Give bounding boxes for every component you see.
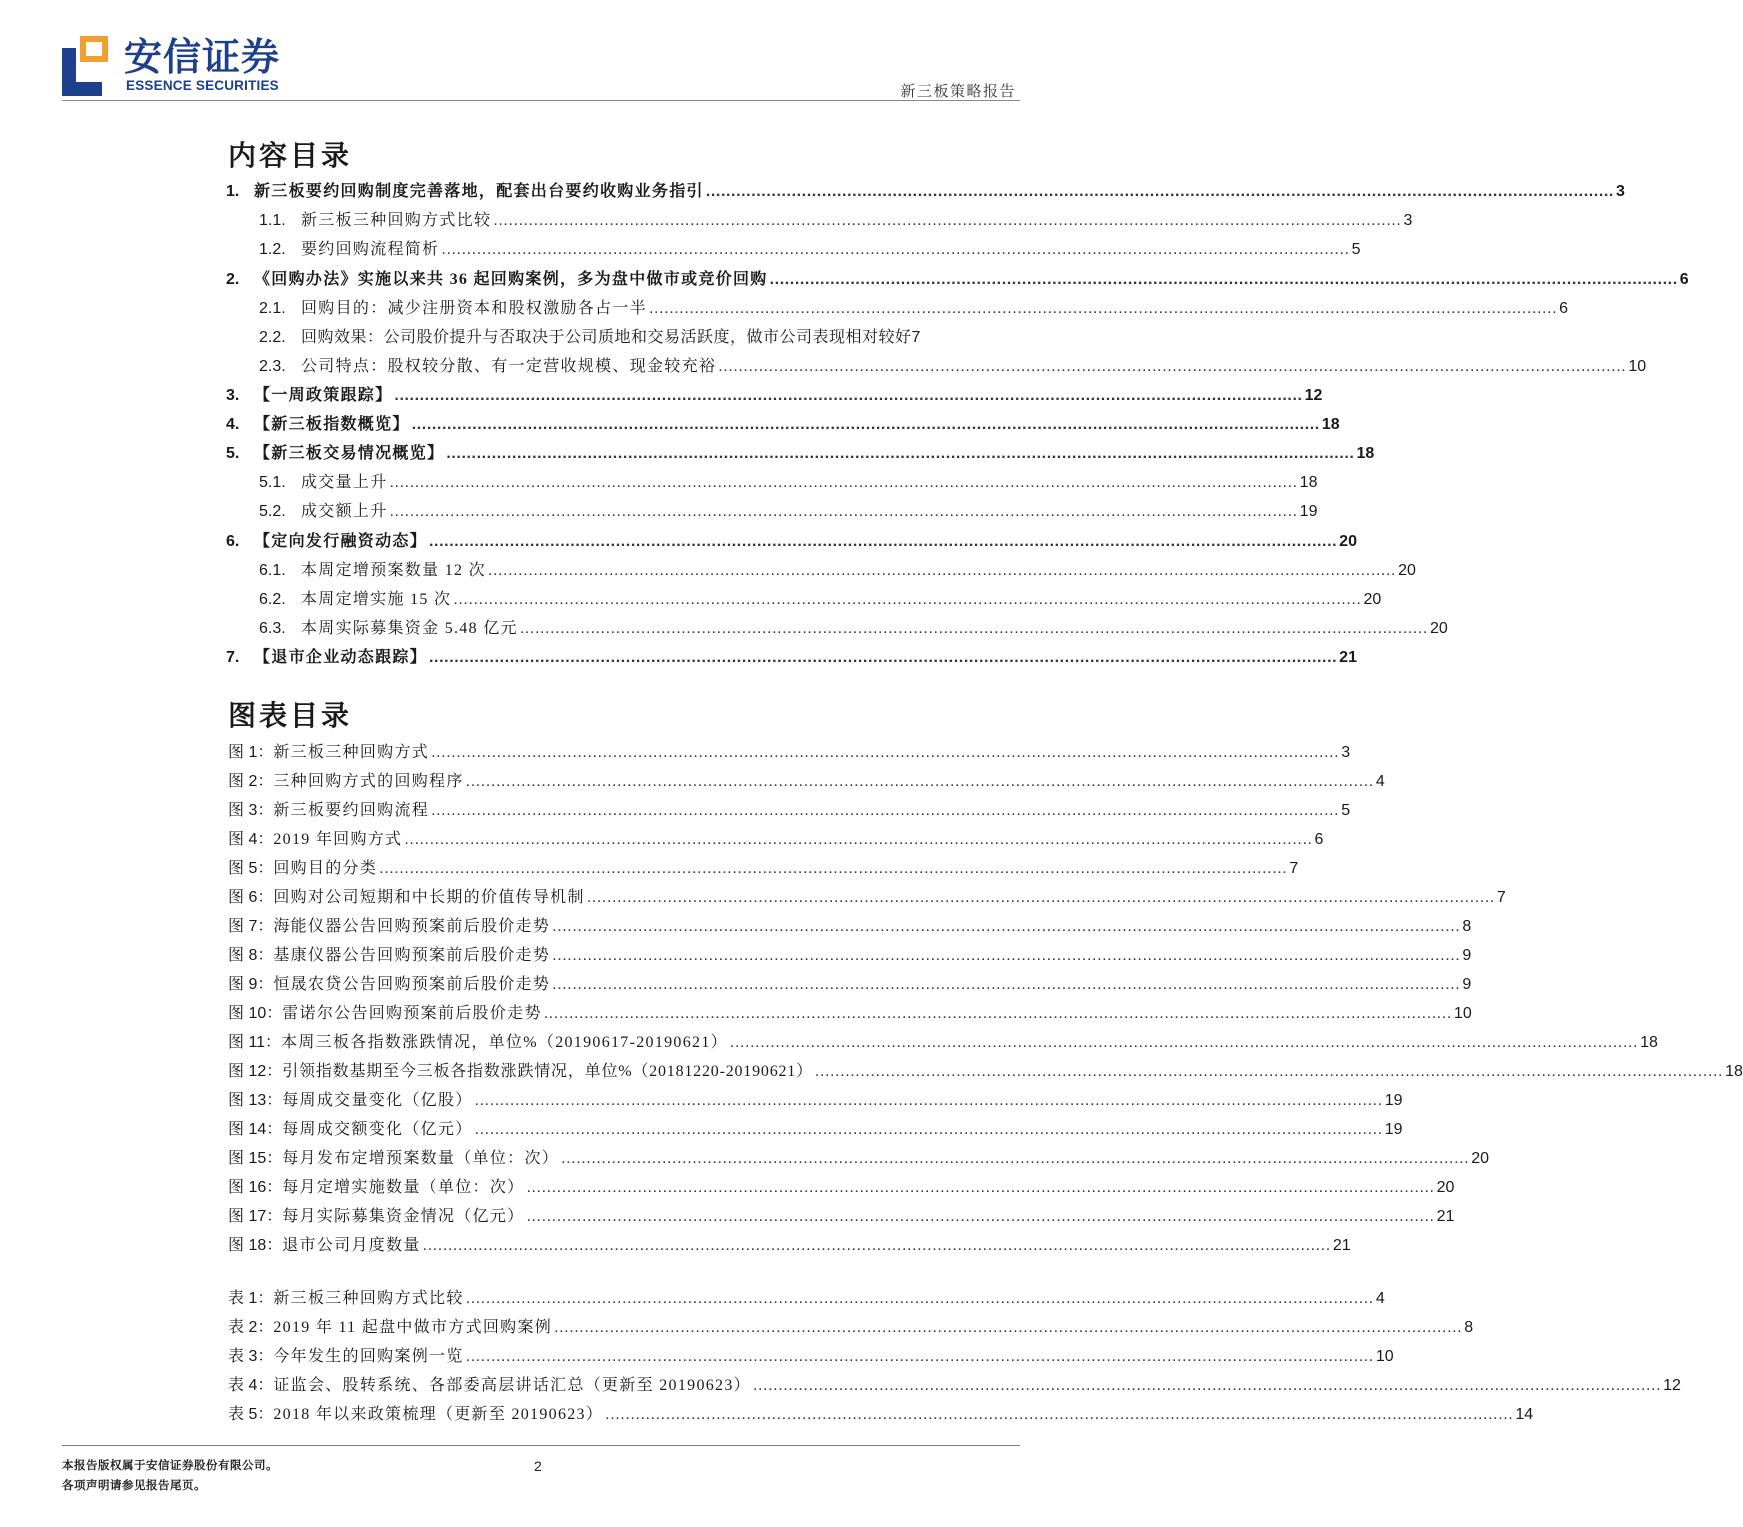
figure-text: 海能仪器公告回购预案前后股价走势 bbox=[273, 918, 551, 935]
figure-text: 雷诺尔公告回购预案前后股价走势 bbox=[282, 1005, 542, 1022]
page-header bbox=[0, 0, 1080, 106]
toc-entry-text: 【定向发行融资动态】 bbox=[254, 533, 428, 550]
toc-entry-page: 6 bbox=[1559, 300, 1569, 317]
figure-label: 图 15： bbox=[228, 1150, 283, 1167]
dot-leader: .................................................................................................................................................................................... bbox=[552, 918, 1461, 935]
header-divider bbox=[62, 100, 1020, 101]
figure-text: 新三板要约回购流程 bbox=[273, 802, 430, 819]
figure-label: 图 14： bbox=[228, 1121, 283, 1138]
figure-text: 回购对公司短期和中长期的价值传导机制 bbox=[273, 889, 585, 906]
toc-entry-number: 6. bbox=[226, 533, 240, 550]
toc-entry-number: 5. bbox=[226, 445, 240, 462]
toc-entry-page: 19 bbox=[1299, 503, 1318, 520]
figure-text: 回购目的分类 bbox=[273, 860, 378, 877]
toc-entry[interactable] bbox=[0, 207, 1413, 236]
toc-entry-text: 本周定增预案数量 12 次 bbox=[301, 562, 486, 579]
figure-page: 20 bbox=[1436, 1179, 1455, 1196]
table-text: 新三板三种回购方式比较 bbox=[273, 1290, 464, 1307]
toc-entry-number: 1.1. bbox=[259, 212, 286, 229]
figure-label: 图 16： bbox=[228, 1179, 283, 1196]
footer-divider bbox=[62, 1445, 1020, 1446]
toc-entry-number: 7. bbox=[226, 649, 240, 666]
toc-entry-page: 18 bbox=[1299, 474, 1318, 491]
toc-entry-number: 1.2. bbox=[259, 241, 286, 258]
toc-entry[interactable] bbox=[0, 440, 1375, 469]
copyright-text: 本报告版权属于安信证券股份有限公司。 bbox=[62, 1460, 278, 1472]
toc-entry[interactable] bbox=[0, 266, 1689, 295]
toc-entry[interactable] bbox=[0, 324, 1080, 353]
table-label: 表 1： bbox=[228, 1290, 274, 1307]
toc-entry-page: 20 bbox=[1339, 533, 1357, 550]
dot-leader: .................................................................................................................................................................................... bbox=[718, 358, 1627, 375]
toc-entry-text: 回购效果：公司股价提升与否取决于公司质地和交易活跃度，做市公司表现相对较好 bbox=[301, 329, 912, 346]
dot-leader: .................................................................................................................................................................................... bbox=[769, 271, 1678, 288]
toc-entry-number: 6.2. bbox=[259, 591, 286, 608]
company-name-en: ESSENCE SECURITIES bbox=[126, 78, 279, 93]
figure-label: 图 12： bbox=[228, 1063, 283, 1080]
table-text: 2018 年以来政策梳理（更新至 20190623） bbox=[273, 1406, 604, 1423]
figure-page: 7 bbox=[1496, 889, 1506, 906]
toc-entry-page: 3 bbox=[1403, 212, 1413, 229]
toc-entry-text: 成交额上升 bbox=[301, 503, 388, 520]
toc-entry-page: 5 bbox=[1351, 241, 1361, 258]
toc-entry-number: 5.2. bbox=[259, 503, 286, 520]
figure-page: 6 bbox=[1314, 831, 1324, 848]
toc-entry-text: 公司特点：股权较分散、有一定营收规模、现金较充裕 bbox=[301, 358, 717, 375]
dot-leader: .................................................................................................................................................................................... bbox=[474, 1092, 1383, 1109]
figure-entry[interactable] bbox=[0, 971, 1472, 1000]
figure-text: 新三板三种回购方式 bbox=[273, 744, 430, 761]
dot-leader: .................................................................................................................................................................................... bbox=[446, 445, 1355, 462]
figure-entry[interactable] bbox=[0, 1000, 1472, 1029]
toc-entry-text: 要约回购流程简析 bbox=[301, 241, 440, 258]
table-label: 表 5： bbox=[228, 1406, 274, 1423]
toc-entry-text: 回购目的：减少注册资本和股权激励各占一半 bbox=[301, 300, 648, 317]
figure-text: 每月发布定增预案数量（单位：次） bbox=[282, 1150, 560, 1167]
dot-leader: .................................................................................................................................................................................... bbox=[474, 1121, 1383, 1138]
toc-entry-page: 12 bbox=[1304, 387, 1323, 404]
dot-leader: .................................................................................................................................................................................... bbox=[543, 1005, 1452, 1022]
figure-entry[interactable] bbox=[0, 739, 1351, 768]
toc-entry-page: 18 bbox=[1356, 445, 1375, 462]
figure-page: 4 bbox=[1375, 773, 1385, 790]
disclaimer-text: 各项声明请参见报告尾页。 bbox=[62, 1480, 206, 1492]
toc-entry[interactable] bbox=[0, 615, 1448, 644]
figure-label: 图 8： bbox=[228, 947, 274, 964]
figure-entry[interactable] bbox=[0, 913, 1472, 942]
table-page: 8 bbox=[1464, 1319, 1474, 1336]
toc-entry-page: 20 bbox=[1363, 591, 1382, 608]
figure-label: 图 18： bbox=[228, 1237, 283, 1254]
figure-entry[interactable] bbox=[0, 1087, 1403, 1116]
toc-entry-text: 《回购办法》实施以来共 36 起回购案例，多为盘中做市或竞价回购 bbox=[254, 271, 768, 288]
dot-leader: .................................................................................................................................................................................... bbox=[441, 241, 1350, 258]
toc-entry-text: 新三板三种回购方式比较 bbox=[301, 212, 492, 229]
figure-page: 18 bbox=[1725, 1063, 1743, 1080]
toc-entry-text: 本周定增实施 15 次 bbox=[301, 591, 452, 608]
toc-entry[interactable] bbox=[0, 469, 1318, 498]
figure-page: 5 bbox=[1341, 802, 1351, 819]
toc-entry[interactable] bbox=[0, 236, 1361, 265]
toc-entry-number: 3. bbox=[226, 387, 240, 404]
table-page: 10 bbox=[1375, 1348, 1394, 1365]
figure-label: 图 11： bbox=[228, 1034, 282, 1051]
figure-page: 21 bbox=[1332, 1237, 1351, 1254]
figure-label: 图 1： bbox=[228, 744, 274, 761]
dot-leader: .................................................................................................................................................................................... bbox=[487, 562, 1397, 579]
figure-page: 19 bbox=[1384, 1092, 1403, 1109]
table-entry[interactable] bbox=[0, 1372, 1681, 1401]
dot-leader: .................................................................................................................................................................................... bbox=[431, 802, 1340, 819]
figure-text: 每周成交额变化（亿元） bbox=[282, 1121, 473, 1138]
figure-page: 3 bbox=[1341, 744, 1351, 761]
dot-leader: .................................................................................................................................................................................... bbox=[389, 503, 1298, 520]
toc-entry-number: 5.1. bbox=[259, 474, 286, 491]
toc-entry[interactable] bbox=[0, 528, 1357, 557]
figure-label: 图 5： bbox=[228, 860, 274, 877]
table-entry[interactable] bbox=[0, 1285, 1385, 1314]
dot-leader: .................................................................................................................................................................................... bbox=[465, 1290, 1374, 1307]
dot-leader: .................................................................................................................................................................................... bbox=[453, 591, 1362, 608]
figure-entry[interactable] bbox=[0, 797, 1351, 826]
dot-leader: .................................................................................................................................................................................... bbox=[649, 300, 1558, 317]
toc-entry-text: 【新三板指数概览】 bbox=[254, 416, 410, 433]
figure-text: 2019 年回购方式 bbox=[273, 831, 403, 848]
toc-entry-text: 本周实际募集资金 5.48 亿元 bbox=[301, 620, 518, 637]
dot-leader: .................................................................................................................................................................................... bbox=[465, 773, 1374, 790]
figure-text: 本周三板各指数涨跌情况，单位%（20190617-20190621） bbox=[281, 1034, 728, 1051]
figure-page: 10 bbox=[1453, 1005, 1472, 1022]
figure-entry[interactable] bbox=[0, 942, 1472, 971]
figure-entry[interactable] bbox=[0, 768, 1385, 797]
dot-leader: .................................................................................................................................................................................... bbox=[729, 1034, 1639, 1051]
toc-entry[interactable] bbox=[0, 557, 1416, 586]
figures-title: 图表目录 bbox=[228, 701, 353, 732]
table-text: 今年发生的回购案例一览 bbox=[273, 1348, 464, 1365]
figure-page: 9 bbox=[1462, 947, 1472, 964]
figure-text: 三种回购方式的回购程序 bbox=[273, 773, 464, 790]
toc-entry-number: 2.3. bbox=[259, 358, 286, 375]
figure-entry[interactable] bbox=[0, 1232, 1351, 1261]
table-label: 表 3： bbox=[228, 1348, 274, 1365]
figure-label: 图 10： bbox=[228, 1005, 283, 1022]
figure-entry[interactable] bbox=[0, 1174, 1455, 1203]
figure-entry[interactable] bbox=[0, 1116, 1403, 1145]
toc-entry-number: 6.1. bbox=[259, 562, 286, 579]
figure-page: 20 bbox=[1471, 1150, 1490, 1167]
figure-page: 9 bbox=[1462, 976, 1472, 993]
toc-entry[interactable] bbox=[0, 353, 1647, 382]
toc-entry-page: 6 bbox=[1679, 271, 1689, 288]
dot-leader: .................................................................................................................................................................................... bbox=[561, 1150, 1470, 1167]
figure-label: 图 9： bbox=[228, 976, 274, 993]
figure-entry[interactable] bbox=[0, 884, 1506, 913]
figure-text: 引领指数基期至今三板各指数涨跌情况，单位%（20181220-20190621） bbox=[282, 1063, 813, 1080]
dot-leader: .................................................................................................................................................................................... bbox=[586, 889, 1495, 906]
toc-entry-number: 2.2. bbox=[259, 329, 286, 346]
toc-entry[interactable] bbox=[0, 295, 1569, 324]
dot-leader: .................................................................................................................................................................................... bbox=[465, 1348, 1374, 1365]
toc-entry-number: 1. bbox=[226, 183, 240, 200]
figure-page: 7 bbox=[1289, 860, 1299, 877]
figure-label: 图 6： bbox=[228, 889, 274, 906]
toc-entry-number: 2.1. bbox=[259, 300, 286, 317]
dot-leader: .................................................................................................................................................................................... bbox=[389, 474, 1298, 491]
figure-label: 图 17： bbox=[228, 1208, 283, 1225]
toc-entry-text: 【一周政策跟踪】 bbox=[254, 387, 393, 404]
dot-leader: .................................................................................................................................................................................... bbox=[605, 1406, 1514, 1423]
table-text: 证监会、股转系统、各部委高层讲话汇总（更新至 20190623） bbox=[273, 1377, 751, 1394]
dot-leader: .................................................................................................................................................................................... bbox=[431, 744, 1340, 761]
footer-notice bbox=[62, 1456, 278, 1496]
table-page: 12 bbox=[1663, 1377, 1681, 1394]
toc-entry-page: 21 bbox=[1339, 649, 1357, 666]
toc-entry-number: 6.3. bbox=[259, 620, 286, 637]
toc-entry[interactable] bbox=[0, 498, 1318, 527]
table-entry[interactable] bbox=[0, 1401, 1534, 1430]
table-page: 14 bbox=[1515, 1406, 1534, 1423]
toc-entry-page: 20 bbox=[1398, 562, 1416, 579]
toc-entry-page: 10 bbox=[1628, 358, 1647, 375]
figure-text: 每月实际募集资金情况（亿元） bbox=[282, 1208, 525, 1225]
toc-entry[interactable] bbox=[0, 382, 1323, 411]
dot-leader: .................................................................................................................................................................................... bbox=[526, 1179, 1435, 1196]
toc-entry-text: 【退市企业动态跟踪】 bbox=[254, 649, 428, 666]
figure-page: 8 bbox=[1462, 918, 1472, 935]
toc-entry-text: 成交量上升 bbox=[301, 474, 388, 491]
dot-leader: .................................................................................................................................................................................... bbox=[422, 1237, 1331, 1254]
dot-leader: .................................................................................................................................................................................... bbox=[493, 212, 1402, 229]
table-entry[interactable] bbox=[0, 1314, 1474, 1343]
company-name-cn: 安信证券 bbox=[124, 35, 281, 79]
figure-entry[interactable] bbox=[0, 1145, 1490, 1174]
table-label: 表 2： bbox=[228, 1319, 274, 1336]
figure-entry[interactable] bbox=[0, 1058, 1743, 1087]
toc-title: 内容目录 bbox=[228, 141, 353, 172]
toc-entry-number: 2. bbox=[226, 271, 240, 288]
figure-text: 退市公司月度数量 bbox=[282, 1237, 421, 1254]
dot-leader: .................................................................................................................................................................................... bbox=[552, 947, 1461, 964]
figure-label: 图 4： bbox=[228, 831, 274, 848]
figure-entry[interactable] bbox=[0, 1203, 1455, 1232]
toc-entry-text: 新三板要约回购制度完善落地，配套出台要约收购业务指引 bbox=[254, 183, 704, 200]
figure-text: 基康仪器公告回购预案前后股价走势 bbox=[273, 947, 551, 964]
dot-leader: .................................................................................................................................................................................... bbox=[554, 1319, 1463, 1336]
dot-leader: .................................................................................................................................................................................... bbox=[429, 649, 1338, 666]
figure-label: 图 13： bbox=[228, 1092, 283, 1109]
dot-leader: .................................................................................................................................................................................... bbox=[752, 1377, 1662, 1394]
figure-text: 每周成交量变化（亿股） bbox=[282, 1092, 473, 1109]
toc-entry-page: 3 bbox=[1615, 183, 1625, 200]
dot-leader: .................................................................................................................................................................................... bbox=[394, 387, 1303, 404]
dot-leader: .................................................................................................................................................................................... bbox=[552, 976, 1461, 993]
toc-entry-page: 20 bbox=[1429, 620, 1448, 637]
toc-entry-number: 4. bbox=[226, 416, 240, 433]
page-number: 2 bbox=[534, 1458, 542, 1474]
dot-leader: .................................................................................................................................................................................... bbox=[404, 831, 1313, 848]
toc-entry[interactable] bbox=[0, 644, 1357, 673]
figure-label: 图 7： bbox=[228, 918, 274, 935]
dot-leader: .................................................................................................................................................................................... bbox=[379, 860, 1288, 877]
toc-entry[interactable] bbox=[0, 586, 1382, 615]
figure-entry[interactable] bbox=[0, 1029, 1658, 1058]
toc-entry[interactable] bbox=[0, 178, 1625, 207]
figure-text: 恒晟农贷公告回购预案前后股价走势 bbox=[273, 976, 551, 993]
dot-leader: .................................................................................................................................................................................... bbox=[705, 183, 1614, 200]
figure-label: 图 3： bbox=[228, 802, 274, 819]
figure-page: 21 bbox=[1436, 1208, 1455, 1225]
dot-leader: .................................................................................................................................................................................... bbox=[411, 416, 1320, 433]
table-page: 4 bbox=[1375, 1290, 1385, 1307]
report-type: 新三板策略报告 bbox=[900, 84, 1016, 100]
dot-leader: .................................................................................................................................................................................... bbox=[814, 1063, 1724, 1080]
figure-label: 图 2： bbox=[228, 773, 274, 790]
figure-entry[interactable] bbox=[0, 855, 1299, 884]
essence-logo-icon bbox=[62, 36, 108, 96]
table-text: 2019 年 11 起盘中做市方式回购案例 bbox=[273, 1319, 553, 1336]
toc-entry-page: 18 bbox=[1321, 416, 1340, 433]
figure-entry[interactable] bbox=[0, 826, 1324, 855]
toc-entry-page: 7 bbox=[911, 329, 921, 346]
toc-entry[interactable] bbox=[0, 411, 1340, 440]
figure-page: 19 bbox=[1384, 1121, 1403, 1138]
figure-text: 每月定增实施数量（单位：次） bbox=[282, 1179, 525, 1196]
table-entry[interactable] bbox=[0, 1343, 1394, 1372]
table-label: 表 4： bbox=[228, 1377, 274, 1394]
figure-page: 18 bbox=[1640, 1034, 1658, 1051]
toc-entry-text: 【新三板交易情况概览】 bbox=[254, 445, 445, 462]
dot-leader: .................................................................................................................................................................................... bbox=[526, 1208, 1435, 1225]
dot-leader: .................................................................................................................................................................................... bbox=[429, 533, 1338, 550]
dot-leader: .................................................................................................................................................................................... bbox=[519, 620, 1428, 637]
